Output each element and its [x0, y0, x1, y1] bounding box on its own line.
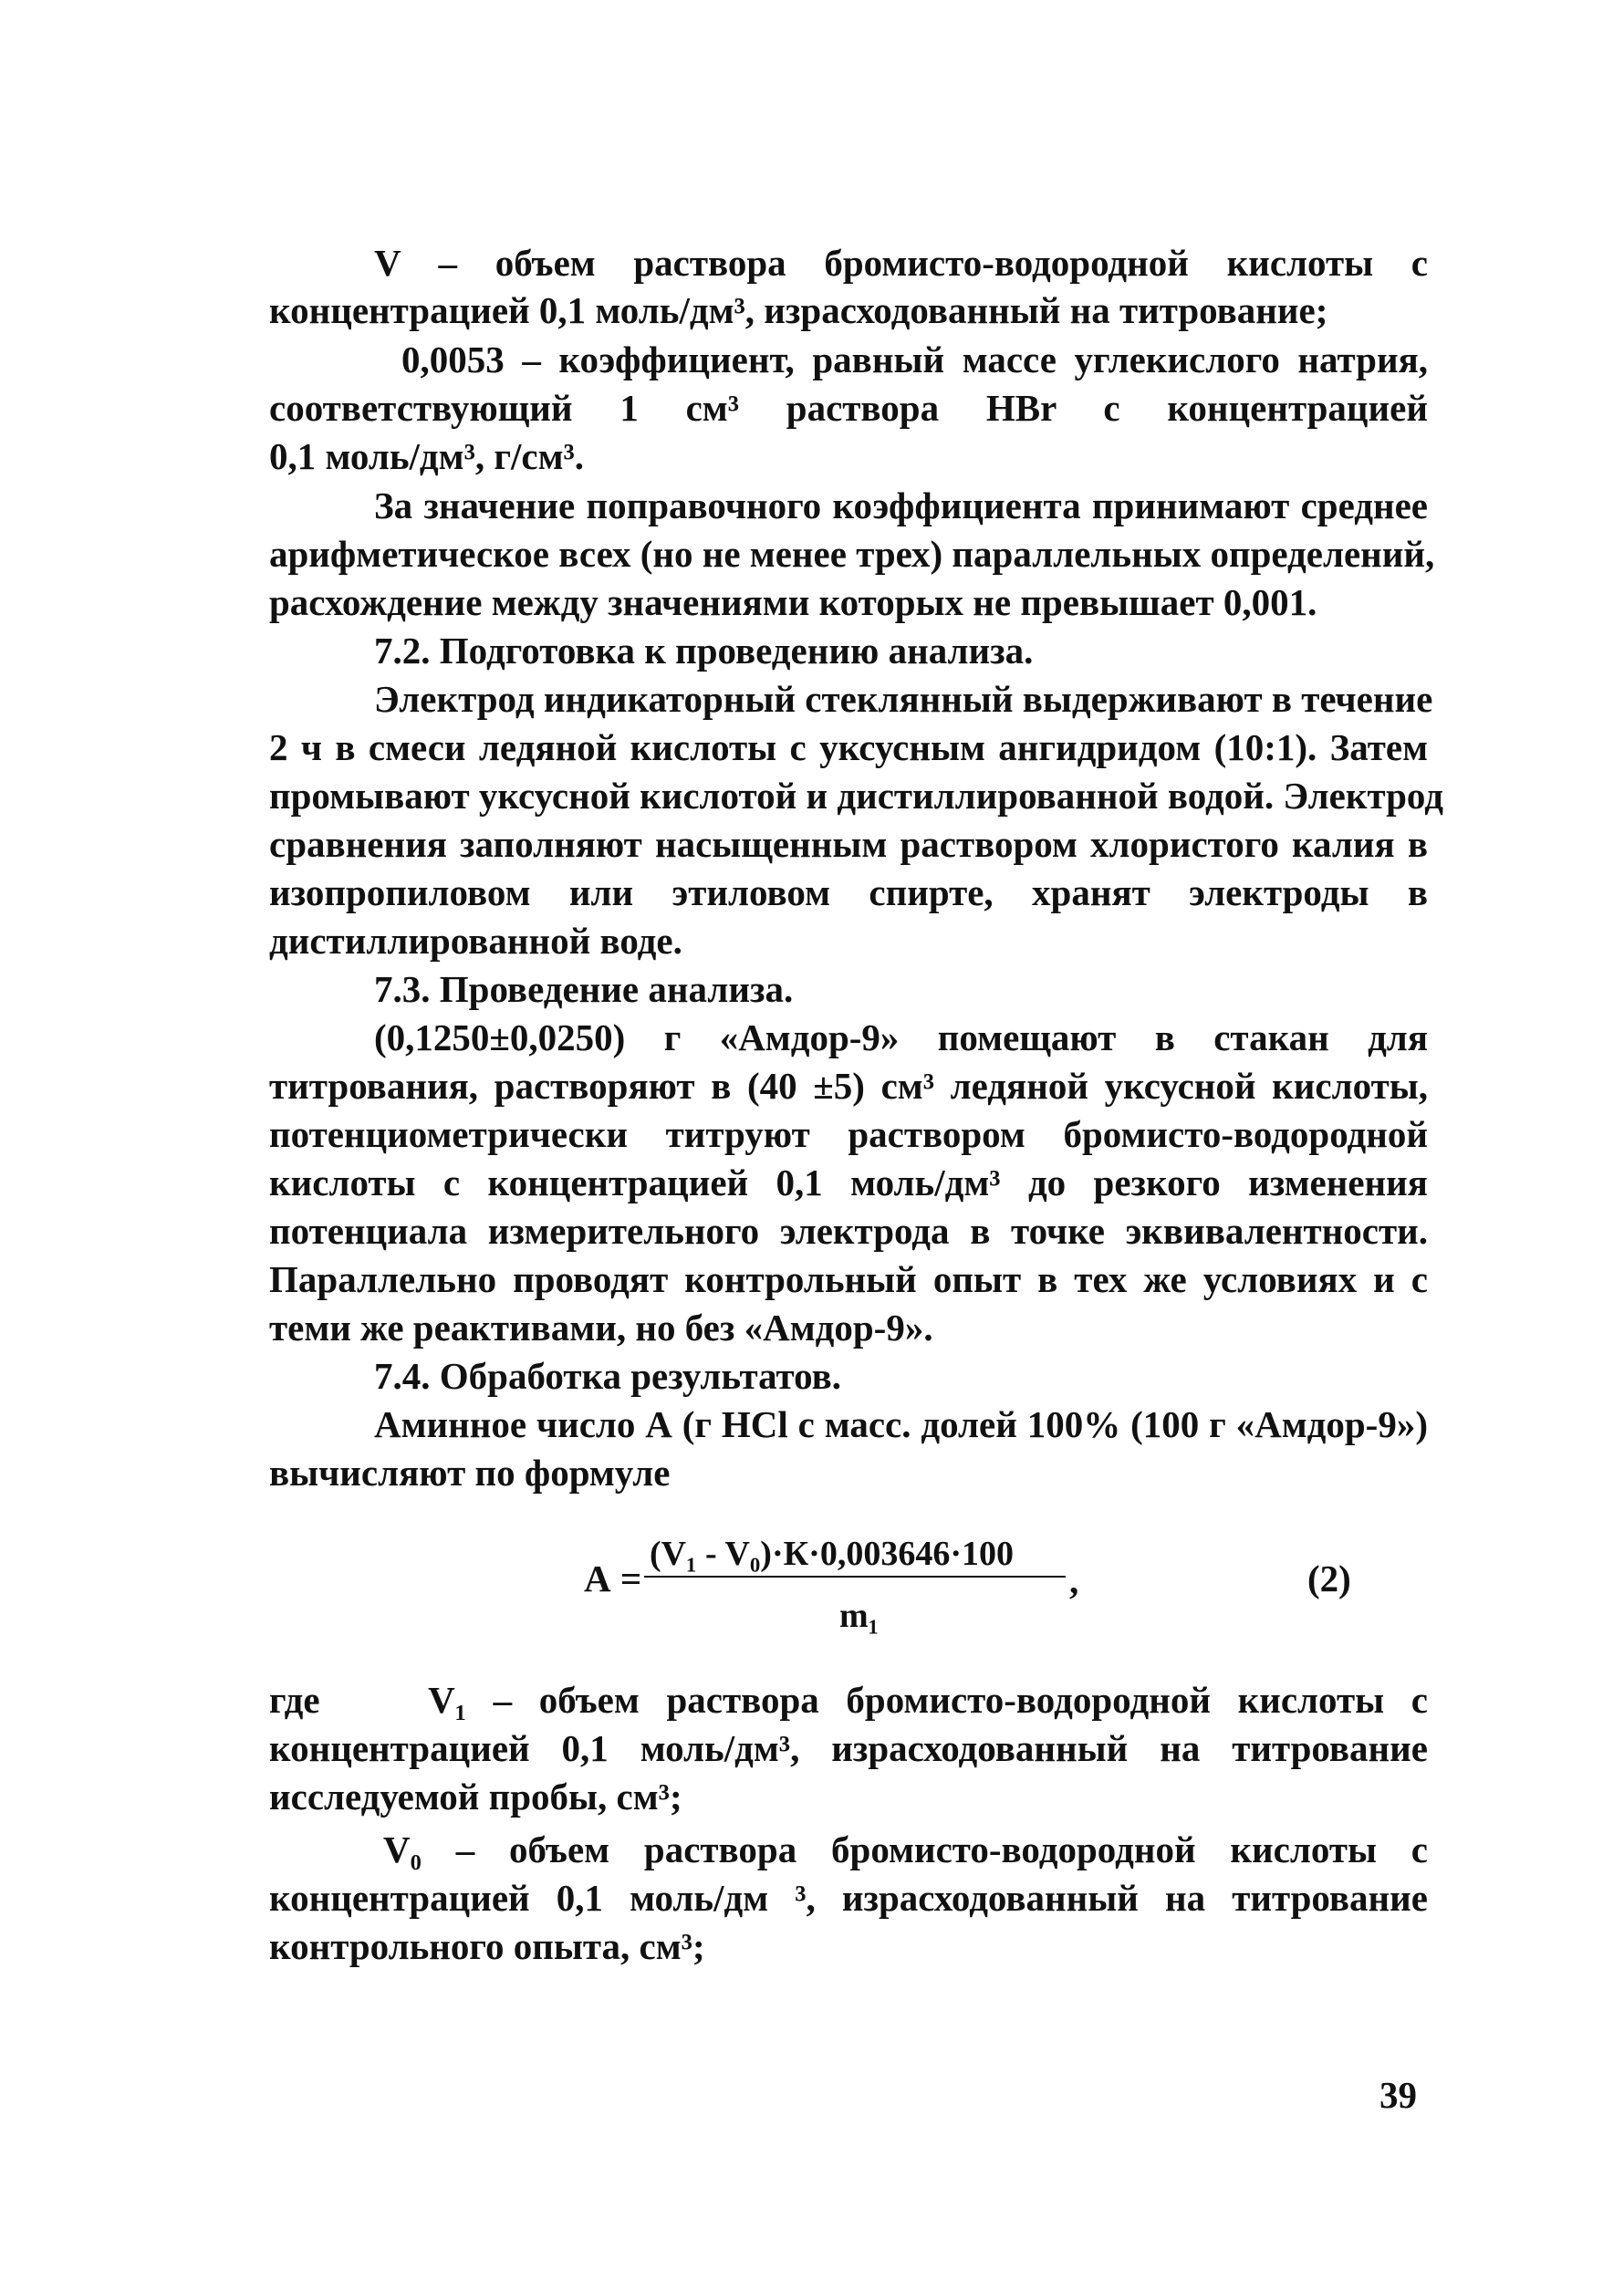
- formula-lhs: А =: [584, 1557, 642, 1599]
- text-line: Электрод индикаторный стеклянный выдерживают в течение: [374, 678, 1433, 720]
- text-line: За значение поправочного коэффициента принимают среднее: [374, 484, 1428, 526]
- text-line: V₀ – объем раствора бромисто-водородной кислоты с: [383, 1828, 1428, 1870]
- text-line: титрования, растворяют в (40 ±5) см³ ледяной уксусной кислоты,: [269, 1065, 1428, 1107]
- text-line: изопропиловом или этиловом спирте, хранят электроды в: [269, 871, 1428, 913]
- text-line: расхождение между значениями которых не превышает 0,001.: [269, 581, 1317, 623]
- section-heading-7-4: 7.4. Обработка результатов.: [374, 1355, 842, 1397]
- text-line: Параллельно проводят контрольный опыт в тех же условиях и с: [269, 1258, 1428, 1300]
- text-line: 2 ч в смеси ледяной кислоты с уксусным ангидридом (10:1). Затем: [269, 726, 1428, 768]
- text-line: концентрацией 0,1 моль/дм³, израсходованный на титрование;: [269, 289, 1328, 331]
- text-line: кислоты с концентрацией 0,1 моль/дм³ до резкого изменения: [269, 1162, 1428, 1203]
- text-line: V – объем раствора бромисто-водородной кислоты с: [374, 242, 1428, 284]
- text-line: дистиллированной воде.: [269, 920, 682, 962]
- section-heading-7-3: 7.3. Проведение анализа.: [374, 968, 794, 1010]
- fraction-bar: [644, 1576, 1066, 1578]
- formula-number: (2): [1307, 1557, 1351, 1599]
- formula-numerator: (V₁ - V₀)·К·0,003646·100: [650, 1535, 1015, 1573]
- text-line: сравнения заполняют насыщенным раствором хлористого калия в: [269, 823, 1428, 865]
- text-line: контрольного опыта, см³;: [269, 1925, 705, 1967]
- text-line: 0,0053 – коэффициент, равный массе углекислого натрия,: [401, 339, 1428, 380]
- formula-denominator: m₁: [839, 1597, 880, 1635]
- text-line: 0,1 моль/дм³, г/см³.: [269, 435, 585, 477]
- text-line: исследуемой пробы, см³;: [269, 1776, 682, 1818]
- text-line: теми же реактивами, но без «Амдор-9».: [269, 1307, 933, 1349]
- text-line: (0,1250±0,0250) г «Амдор-9» помещают в стакан для: [374, 1016, 1428, 1058]
- text-line: потенциометрически титруют раствором бромисто-водородной: [269, 1113, 1428, 1155]
- text-line: концентрацией 0,1 моль/дм³, израсходованный на титрование: [269, 1727, 1428, 1769]
- text-line: соответствующий 1 см³ раствора НВr с концентрацией: [269, 387, 1428, 429]
- formula-comma: ,: [1069, 1559, 1079, 1601]
- section-heading-7-2: 7.2. Подготовка к проведению анализа.: [374, 630, 1034, 672]
- text-line: потенциала измерительного электрода в точке эквивалентности.: [269, 1210, 1428, 1252]
- page-number: 39: [1379, 2074, 1417, 2116]
- text-line: где V₁ – объем раствора бромисто-водородной кислоты с: [269, 1679, 1428, 1721]
- text-line: промывают уксусной кислотой и дистиллированной водой. Электрод: [269, 775, 1443, 817]
- text-line: Аминное число А (г НСl с масс. долей 100% (100 г «Амдор-9»): [374, 1403, 1428, 1445]
- text-line: концентрацией 0,1 моль/дм ³, израсходованный на титрование: [269, 1877, 1428, 1919]
- text-line: арифметическое всех (но не менее трех) параллельных определений,: [269, 533, 1435, 575]
- text-line: вычисляют по формуле: [269, 1452, 671, 1494]
